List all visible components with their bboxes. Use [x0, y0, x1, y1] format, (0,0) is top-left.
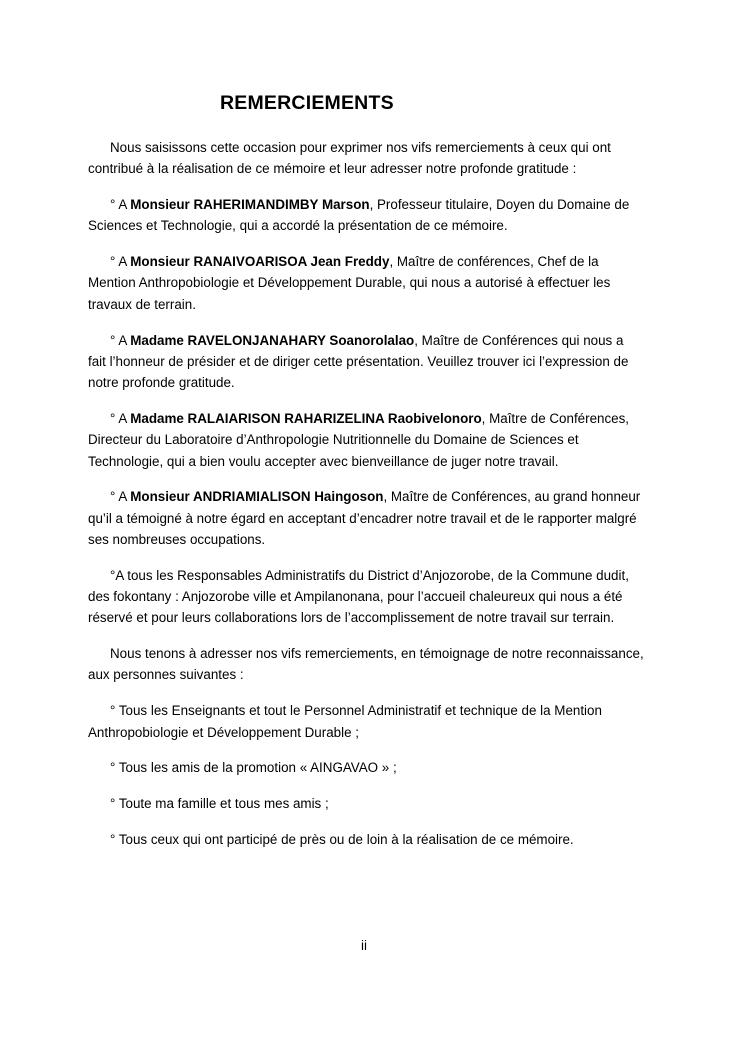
paragraph-prefix: ° A: [110, 489, 131, 505]
paragraph-famille: [88, 793, 644, 814]
paragraph-suffix: , Maître de Conférences qui nous a fait l’honneur de présider et de diriger cette présentation. Veuillez trouver ici l’expression de notre profonde gratitude.: [88, 332, 629, 391]
paragraph-ravelonjanahary: [88, 330, 644, 394]
paragraph-text: Nous saisissons cette occasion pour exprimer nos vifs remerciements à ceux qui ont contribué à la réalisation de ce mémoire et leur adresser notre profonde gratitude :: [88, 140, 611, 177]
paragraph-tous-ceux: [88, 829, 644, 850]
paragraph-suffix: , Maître de Conférences, Directeur du Laboratoire d’Anthropologie Nutritionnelle du Domaine de Sciences et Technologie, qui a bien voulu accepter avec bienveillance de juger notre travail.: [88, 410, 630, 469]
paragraph-text: ° Tous les Enseignants et tout le Personnel Administratif et technique de la Mention Anthropobiologie et Développement Durable ;: [88, 703, 602, 740]
paragraph-text: °A tous les Responsables Administratifs du District d’Anjozorobe, de la Commune dudit, des fokontany : Anjozorobe ville et Ampilanonana, pour l’accueil chaleureux qui nous a été réservé et pour leurs collaborations lors de l’accomplissement de notre travail sur terrain.: [88, 567, 629, 626]
paragraph-intro: [88, 137, 644, 180]
paragraph-suffix: , Professeur titulaire, Doyen du Domaine de Sciences et Technologie, qui a accordé la présentation de ce mémoire.: [88, 197, 630, 234]
paragraph-prefix: ° A: [110, 410, 131, 426]
page-number: ii: [361, 938, 367, 953]
paragraph-ranaivoarisoa: [88, 251, 644, 315]
acknowledgements-body: [88, 137, 644, 865]
paragraph-text: ° Toute ma famille et tous mes amis ;: [110, 796, 329, 812]
paragraph-prefix: ° A: [110, 254, 131, 270]
paragraph-prefix: ° A: [110, 332, 131, 348]
person-name: Madame RALAIARISON RAHARIZELINA Raobivelonoro: [130, 410, 482, 426]
person-name: Monsieur RAHERIMANDIMBY Marson: [130, 197, 370, 213]
paragraph-suffix: , Maître de Conférences, au grand honneur qu’il a témoigné à notre égard en acceptant d’encadrer notre travail et de le rapporter malgré ses nombreuses occupations.: [88, 489, 641, 547]
paragraph-prefix: ° A: [110, 197, 131, 213]
paragraph-text: ° Tous ceux qui ont participé de près ou de loin à la réalisation de ce mémoire.: [110, 831, 574, 847]
paragraph-suffix: , Maître de conférences, Chef de la Mention Anthropobiologie et Développement Durable, qui nous a autorisé à effectuer les travaux de terrain.: [88, 254, 611, 312]
paragraph-reconnaissance: [88, 643, 644, 686]
paragraph-text: ° Tous les amis de la promotion « AINGAVAO » ;: [110, 760, 397, 776]
person-name: Madame RAVELONJANAHARY Soanorolalao: [130, 332, 415, 348]
person-name: Monsieur RANAIVOARISOA Jean Freddy: [130, 254, 390, 270]
paragraph-andriamialison: [88, 486, 644, 550]
person-name: Monsieur ANDRIAMIALISON Haingoson: [130, 489, 384, 505]
page-title: REMERCIEMENTS: [220, 92, 394, 114]
paragraph-responsables: [88, 565, 644, 629]
paragraph-raherimandimby: [88, 194, 644, 237]
paragraph-enseignants: [88, 700, 644, 743]
paragraph-ralaiarison: [88, 408, 644, 472]
paragraph-text: Nous tenons à adresser nos vifs remerciements, en témoignage de notre reconnaissance, aux personnes suivantes :: [88, 646, 644, 683]
paragraph-promotion: [88, 757, 644, 778]
